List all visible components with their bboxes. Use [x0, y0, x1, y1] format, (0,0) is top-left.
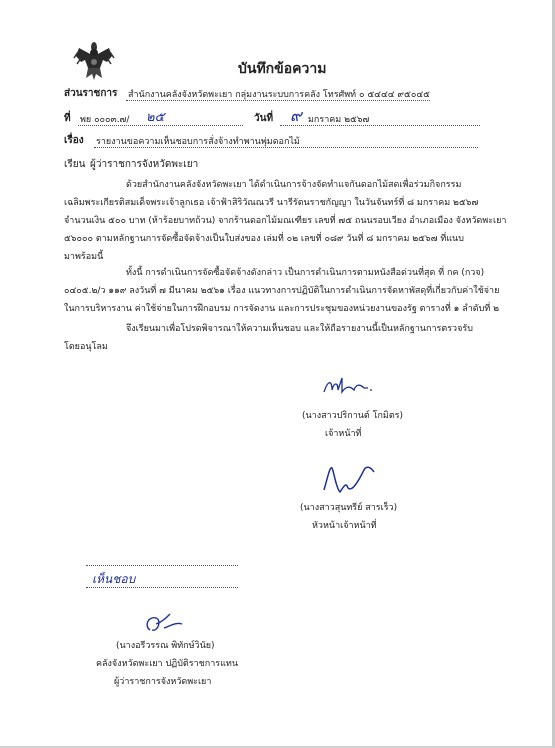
to-label: เรียน — [64, 159, 86, 170]
paragraph-3-line: จึงเรียนมาเพื่อโปรดพิจารณาให้ความเห็นชอบ และให้ถือรายงานนี้เป็นหลักฐานการตรวจรับ — [126, 324, 473, 334]
agency-label: ส่วนราชการ — [64, 88, 118, 99]
signer-3-name: (นางอรีวรรณ พิทักษ์วินัย) — [116, 641, 215, 651]
paragraph-2-line: ทั้งนี้ การดำเนินการจัดซื้อจัดจ้างดังกล่าว เป็นการดำเนินการตามหนังสือด่วนที่สุด ที่ กค (กวจ) — [126, 268, 485, 278]
paragraph-2-line: ๐๔๐๕.๒/ว ๑๑๙ ลงวันที่ ๗ มีนาคม ๒๕๖๑ เรื่อง แนวทางการปฏิบัติในการดำเนินการจัดหาพัสดุที่เกี่ยวกับค่าใช้จ่าย — [64, 286, 500, 296]
ref-dotline — [78, 125, 243, 126]
ref-label: ที่ — [64, 113, 71, 124]
signer-2-position: หัวหน้าเจ้าหน้าที่ — [312, 521, 377, 531]
memo-title: บันทึกข้อความ — [238, 61, 327, 77]
agency-value: สำนักงานคลังจังหวัดพะเยา กลุ่มงานระบบการคลัง โทรศัพท์ ๐ ๕๔๔๔ ๙๕๐๔๕ — [128, 90, 430, 100]
ref-number-handwritten: ๒๕ — [146, 110, 165, 125]
approval-dotline-2 — [86, 587, 238, 588]
garuda-emblem-icon — [72, 38, 116, 82]
date-dotline — [280, 125, 480, 126]
signer-1-position: เจ้าหน้าที่ — [325, 429, 362, 439]
date-day-handwritten: ๙ — [290, 106, 302, 125]
approval-handwritten: เห็นชอบ — [92, 572, 136, 586]
agency-dotline — [126, 100, 430, 101]
approval-dotline-1 — [86, 565, 238, 566]
ref-value: พย ๐๐๐๓.๗/ — [80, 115, 130, 125]
date-label: วันที่ — [254, 113, 274, 124]
subject-value: รายงานขอความเห็นชอบการสั่งจ้างทำพานพุ่มดอกไม้ — [96, 137, 300, 147]
paragraph-1-line: จำนวนเงิน ๕๐๐ บาท (ห้าร้อยบาทถ้วน) จากร้านดอกไม้มณเฑียร เลขที่ ๗๕ ถนนรอบเวียง อำเภอเมือง จังหวัดพะเยา — [64, 216, 507, 226]
date-value: มกราคม ๒๕๖๗ — [308, 115, 370, 125]
signature-1 — [320, 372, 380, 400]
paragraph-2-line: ในการบริหารงาน ค่าใช้จ่ายในการฝึกอบรม การจัดงาน และการประชุมของหน่วยงานของรัฐ ตารางที่ ๑ ลำดับที่ ๒ — [64, 304, 500, 314]
signer-1-name: (นางสาวปริกานต์ โกมิตร) — [302, 411, 404, 421]
to-value: ผู้ว่าราชการจังหวัดพะเยา — [90, 159, 199, 170]
paragraph-1-line: ๕๖๐๐๐ ตามหลักฐานการจัดซื้อจัดจ้างเป็นใบส่งของ เล่มที่ ๐๒ เลขที่ ๐๘๙ วันที่ ๘ มกราคม ๒๕๖๗ ที่แนบ — [64, 234, 464, 244]
paragraph-2 — [64, 264, 500, 318]
paragraph-1-line: ด้วยสำนักงานคลังจังหวัดพะเยา ได้ดำเนินการจ้างจัดทำแจกันดอกไม้สดเพื่อร่วมกิจกรรม — [126, 180, 462, 190]
paragraph-3-line: โดยอนุโลม — [64, 342, 108, 352]
signature-2 — [318, 462, 388, 500]
subject-label: เรื่อง — [64, 135, 84, 146]
paragraph-3 — [64, 320, 484, 356]
subject-dotline — [94, 147, 478, 148]
paragraph-1-line: เฉลิมพระเกียรติสมเด็จพระเจ้าลูกเธอ เจ้าฟ้าสิริวัณณวรี นารีรัตนราชกัญญา ในวันจันทร์ที่ ๘ มกราคม ๒๕๖๗ — [64, 198, 479, 208]
signature-3 — [140, 608, 188, 638]
paragraph-1 — [64, 176, 507, 266]
signer-2-name: (นางสาวสุนทรีย์ สารเร็ว) — [300, 503, 398, 513]
signer-3-position-2: ผู้ว่าราชการจังหวัดพะเยา — [114, 677, 212, 687]
signer-3-position-1: คลังจังหวัดพะเยา ปฏิบัติราชการแทน — [96, 659, 238, 669]
paragraph-1-line: มาพร้อมนี้ — [64, 252, 104, 262]
